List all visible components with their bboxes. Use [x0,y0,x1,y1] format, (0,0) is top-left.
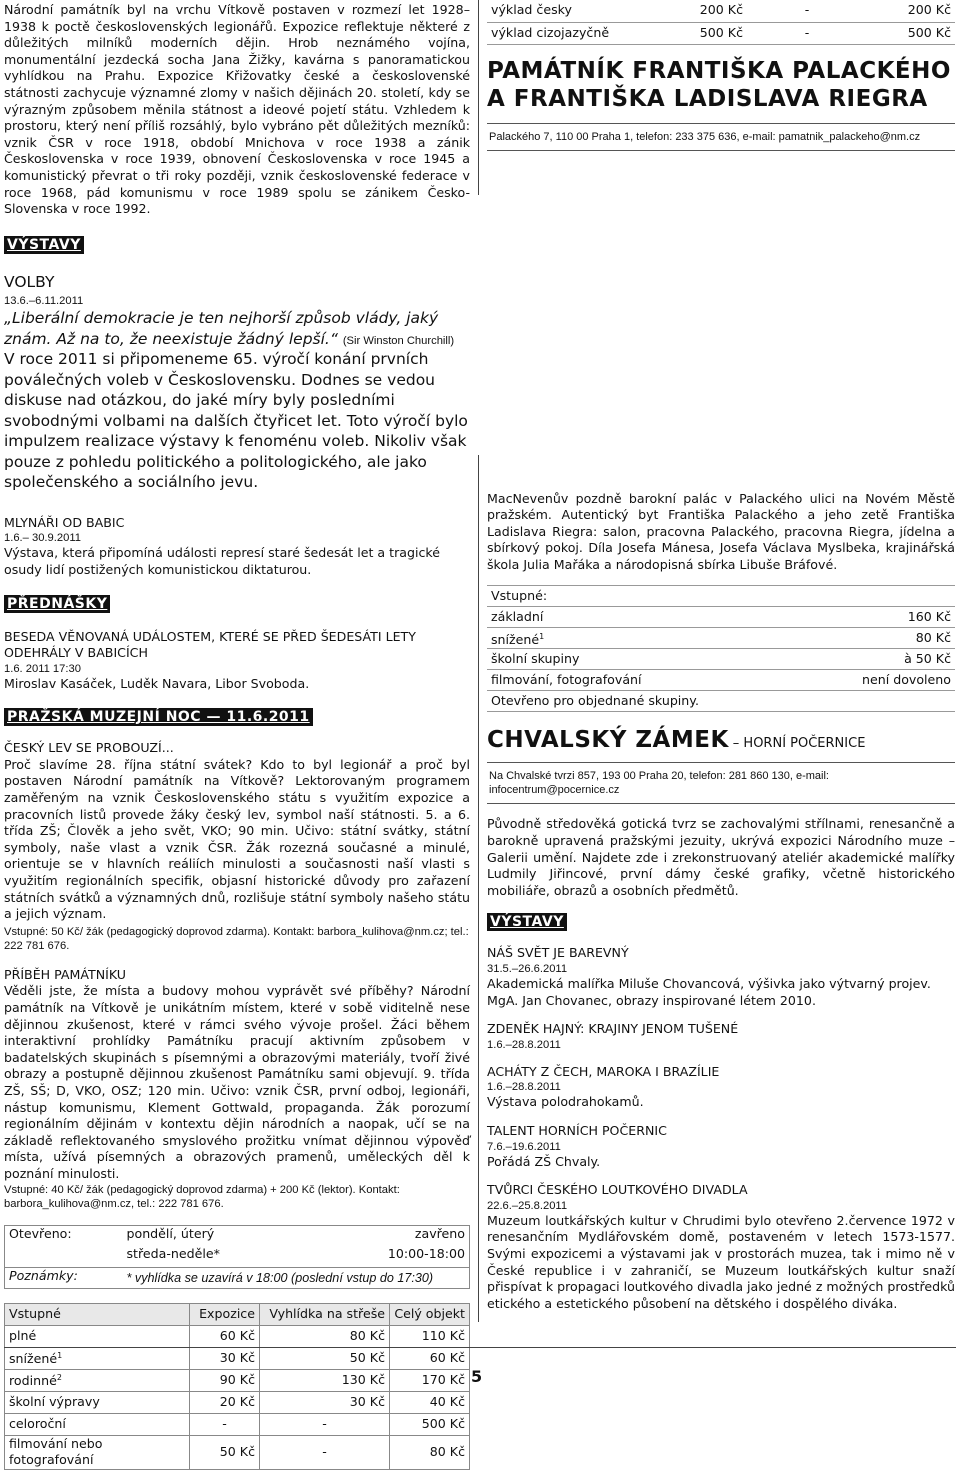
price-row: školní skupiny à 50 Kč [487,649,955,670]
ticket-header: Expozice [190,1303,260,1325]
exhibit-date: 1.6.–28.8.2011 [487,1038,561,1051]
exhibit-title: ACHÁTY Z ČECH, MAROKA I BRAZÍLIE [487,1063,720,1079]
section-tag-prednasky [4,595,470,613]
hours-days: pondělí, úterý [126,1225,215,1241]
exhibit-date: 1.6.– 30.9.2011 [4,532,81,545]
chvalsky-heading [487,726,955,754]
lecture-title: BESEDA VĚNOVANÁ UDÁLOSTEM, KTERÉ SE PŘED ŠEDESÁTI LETY ODEHRÁLY V BABICÍCH [4,628,416,661]
program-body: Proč slavíme 28. října státní svátek? Kdo to byl legionář a proč byl postaven Národní památník na Vítkově? Lektorovaným programem zaměřeným na vznik Československého státu s využitím expozice a pracovních listů provede žáky český lev, symbol naší státnosti. 5. a 6. třída ZŠ; Člověk a jeho svět, VKO; 90 min. Učivo: státní svátky, státní symboly, naše vlast a vznik ČSR. Žák rozezná současné a minulé, orientuje se v hlavních reáliích minulosti a současnosti naší vlasti s využitím regionálních specifik, objasní historické důvody pro zařazení státních svátků a významných dnů, rozlišuje státní symboly našeho státu a jejich význam. [4,756,470,922]
ticket-table [4,1303,470,1470]
lecture-body: Miroslav Kasáček, Luděk Navara, Libor Svoboda. [4,675,310,691]
exhibit-item [487,1123,955,1170]
ticket-row: rodinné$^2$ 90 Kč 130 Kč 170 Kč [5,1369,470,1391]
bottom-rule [4,1347,956,1348]
exhibit-body: Výstava polodrahokamů. [487,1094,644,1110]
exhibit-volby [4,272,470,493]
ticket-header: Vyhlídka na střeše [260,1303,390,1325]
notes-label: Poznámky: [5,1267,123,1288]
ticket-header-row [5,1303,470,1325]
opening-hours-table [4,1225,470,1289]
ticket-row: školní výpravy 20 Kč 30 Kč 40 Kč [5,1391,470,1413]
exhibit-item [487,945,955,1009]
left-column [4,0,470,1470]
ticket-row: celoroční - - 500 Kč [5,1413,470,1435]
exhibit-title: TALENT HORNÍCH POČERNIC [487,1123,667,1138]
section-tag-vystavy [4,236,470,254]
exhibit-date: 22.6.–25.8.2011 [487,1199,568,1212]
intro-paragraph: Národní památník byl na vrchu Vítkově postaven v rozmezí let 1928–1938 k poctě československých legionářů. Expozice reflektuje některé z důležitých milníků moderních dějin. Hrob neznámého vojína, monumentální jezdecká socha Jana Žižky, kavárna s panoramatickou vyhlídkou na Prahu. Expozice Křižovatky české a československé státnosti zachycuje významné zlomy v našich dějinách 20. století, kdy se výrazným způsobem měnila státnost a ideové pojetí státu. Vzhledem k prostoru, který není příliš rozsáhlý, bylo vybráno pět důležitých mezníků: vznik ČSR v roce 1918, období Mnichova v roce 1938 a zánik Československa v roce 1939, obnovení Československa v roce 1945 a komunistický převrat o tři roky později, vznik československé federace v roce 1968, pád komunismu v roce 1989 spolu se zánikem Česko-Slovenska v roce 1992. [4,2,470,217]
ticket-header: Vstupné [5,1303,190,1325]
ticket-row: plné 60 Kč 80 Kč 110 Kč [5,1325,470,1347]
exhibit-quote: „Liberální demokracie je ten nejhorší způsob vlády, jaký znám. Až na to, že neexistuje žádný lepší.“ (Sir Winston Churchill) [4,309,455,348]
tag-label: PŘEDNÁŠKY [4,595,110,613]
exhibit-body: Akademická malířka Miluše Chovancová, výšivka jako výtvarný projev. MgA. Jan Chovanec, obrazy inspirované létem 2010. [487,976,931,1008]
guide-price-table [487,0,955,45]
price-row: snížené$^1$ 80 Kč [487,628,955,649]
museum-title: A FRANTIŠKA LADISLAVA RIEGRA [487,85,928,112]
hours-label: Otevřeno: [9,1225,72,1241]
exhibit-item [487,1021,955,1052]
program-note: Vstupné: 40 Kč/ žák (pedagogický doprovod zdarma) + 200 Kč (lektor). Kontakt: barbora_kulihova@nm.cz, tel.: 222 781 676. [4,1183,400,1210]
museum-title: PAMÁTNÍK FRANTIŠKA PALACKÉHO [487,57,951,84]
lecture-date: 1.6. 2011 17:30 [4,662,81,675]
museum-title: CHVALSKÝ ZÁMEK [487,727,729,754]
tag-label: PRAŽSKÁ MUZEJNÍ NOC — 11.6.2011 [4,708,313,726]
price-row: výklad česky 200 Kč - 200 Kč [487,0,955,22]
exhibit-item [487,1064,955,1111]
column-divider [478,0,479,195]
lecture-beseda [4,629,470,693]
exhibit-title: MLYNÁŘI OD BABIC [4,514,125,530]
exhibit-body: V roce 2011 si připomeneme 65. výročí konání prvních poválečných voleb v Československu. Dodnes se vedou diskuse nad otázkou, do jaké míry byly posledními svobodnými volbami na dalších čtyřicet let. Toto výročí bylo impulzem realizace výstavy k fenoménu voleb. Nikoliv však pouze z pohledu politického a politologického, ale jako společenského a sociálního jevu. [4,350,468,492]
tag-label: VÝSTAVY [487,913,567,931]
museum-address: Na Chvalské tvrzi 857, 193 00 Praha 20, telefon: 281 860 130, e-mail: infocentrum@pocernice.cz [487,762,955,804]
museum-description: MacNevenův pozdně barokní palác v Palackého ulici na Novém Městě pražském. Autentický byt Františka Palackého a jeho zetě Františka Ladislava Riegra: salon, pracovna Palackého, pracovna Riegra, jídelna a sbírkový pokoj. Díla Josefa Mánesa, Josefa Václava Myslbeka, krajinářská škola Julia Mařáka a národopisná sbírka Libuše Bráfové. [487,490,955,572]
notes-text: * vyhlídka se uzavírá v 18:00 (poslední vstup do 17:30) [123,1267,470,1288]
page-number: 5 [471,1367,483,1386]
museum-subtitle: – HORNÍ POČERNICE [732,736,866,752]
museum-description: Původně středověká gotická tvrz se zachovalými střílnami, renesančně a barokně upravená pražskými jezuity, ukrývá expozici Národního muze – Galerii umění. Najdete zde i zrekonstruovaný ateliér akademické malířky Ludmily Jiřincové, první dámy české grafiky, včetně historického mobiliáře, obrazů a osobních předmětů. [487,816,955,898]
right-column [487,0,955,1312]
ticket-row: filmování nebo fotografování 50 Kč - 80 Kč [5,1435,470,1469]
program-lev [4,740,470,953]
palacky-price-table [487,585,955,712]
exhibit-date: 7.6.–19.6.2011 [487,1140,561,1153]
ticket-row: snížené$^1$ 30 Kč 50 Kč 60 Kč [5,1347,470,1369]
open-note: Otevřeno pro objednané skupiny. [487,691,955,712]
exhibit-date: 13.6.–6.11.2011 [4,295,84,308]
hours-days: středa-neděle* [126,1246,220,1262]
exhibit-body: Pořádá ZŠ Chvaly. [487,1153,601,1169]
program-title: ČESKÝ LEV SE PROBOUZÍ... [4,740,174,756]
exhibit-date: 1.6.–28.8.2011 [487,1081,561,1094]
program-note: Vstupné: 50 Kč/ žák (pedagogický doprovod zdarma). Kontakt: barbora_kulihova@nm.cz; tel.: 222 781 676. [4,925,469,952]
price-row: výklad cizojazyčně 500 Kč - 500 Kč [487,22,955,44]
exhibit-mlynari [4,515,470,579]
section-tag-vystavy [487,913,955,931]
column-divider [478,455,479,1322]
exhibit-title: TVŮRCI ČESKÉHO LOUTKOVÉHO DIVADLA [487,1182,748,1198]
exhibit-date: 31.5.–26.6.2011 [487,963,568,976]
exhibit-title: VOLBY [4,272,55,291]
program-title: PŘÍBĚH PAMÁTNÍKU [4,966,127,982]
exhibit-title: ZDENĚK HAJNÝ: KRAJINY JENOM TUŠENÉ [487,1021,739,1037]
hours-time: zavřeno [414,1225,465,1241]
museum-address: Palackého 7, 110 00 Praha 1, telefon: 233 375 636, e-mail: pamatnik_palackeho@nm.cz [487,123,955,151]
price-row: základní 160 Kč [487,607,955,628]
program-pribeh [4,967,470,1211]
palacky-heading [487,57,955,113]
exhibit-item [487,1182,955,1312]
section-tag-noc [4,708,470,726]
price-row: filmování, fotografování není dovoleno [487,670,955,691]
program-body: Věděli jste, že místa a budovy mohou vyprávět své příběhy? Národní památník na Vítkově je unikátním místem, které v sobě viditelně nese dějinnou zkušenost, které v rámci svého vývoje prošel. Žáci během interaktivní prohlídky Památníku pracují aktivním způsobem v badatelských skupinách s písemnými a obrazovými materiály, tvoří živé obrazy a postupně dějinnou zkušenost Památníku sami objevují. 9. třída ZŠ, SŠ; D, VKO, OSZ; 120 min. Učivo: vznik ČSR, první odboj, legionáři, nástup komunismu, Klement Gottwald, propaganda. Žák porozumí regionálním dějinám v kontextu dějin národních a naopak, učí se na základě reflektovaného smyslového prožitku vnímat dějinnou výpověď místa, užívá písemných a obrazových pramenů, uměleckých děl k poznání minulosti. [4,983,470,1181]
ticket-header: Celý objekt [390,1303,470,1325]
price-label: Vstupné: [487,586,955,607]
exhibit-body: Výstava, která připomíná události represí staré šedesát let a tragické osudy lidí postižených komunistickou diktaturou. [4,545,440,577]
tag-label: VÝSTAVY [4,236,84,254]
exhibit-body: Muzeum loutkářských kultur v Chrudimi bylo otevřeno 2.července 1972 v renesančním Mydlářovském domě, postaveném v letech 1573-1577. Svými expozicemi a výstavami jak v prostorách muzea, tak i mimo ně v České republice i v zahraničí, se Muzeum loutkářských kultur snaží přispívat k propagaci loutkového divadla jako jedné z možných prostředků etického a estetického působení na dětského i dospělého diváka. [487,1212,955,1311]
hours-time: 10:00-18:00 [387,1246,465,1262]
exhibit-title: NÁŠ SVĚT JE BAREVNÝ [487,945,629,961]
